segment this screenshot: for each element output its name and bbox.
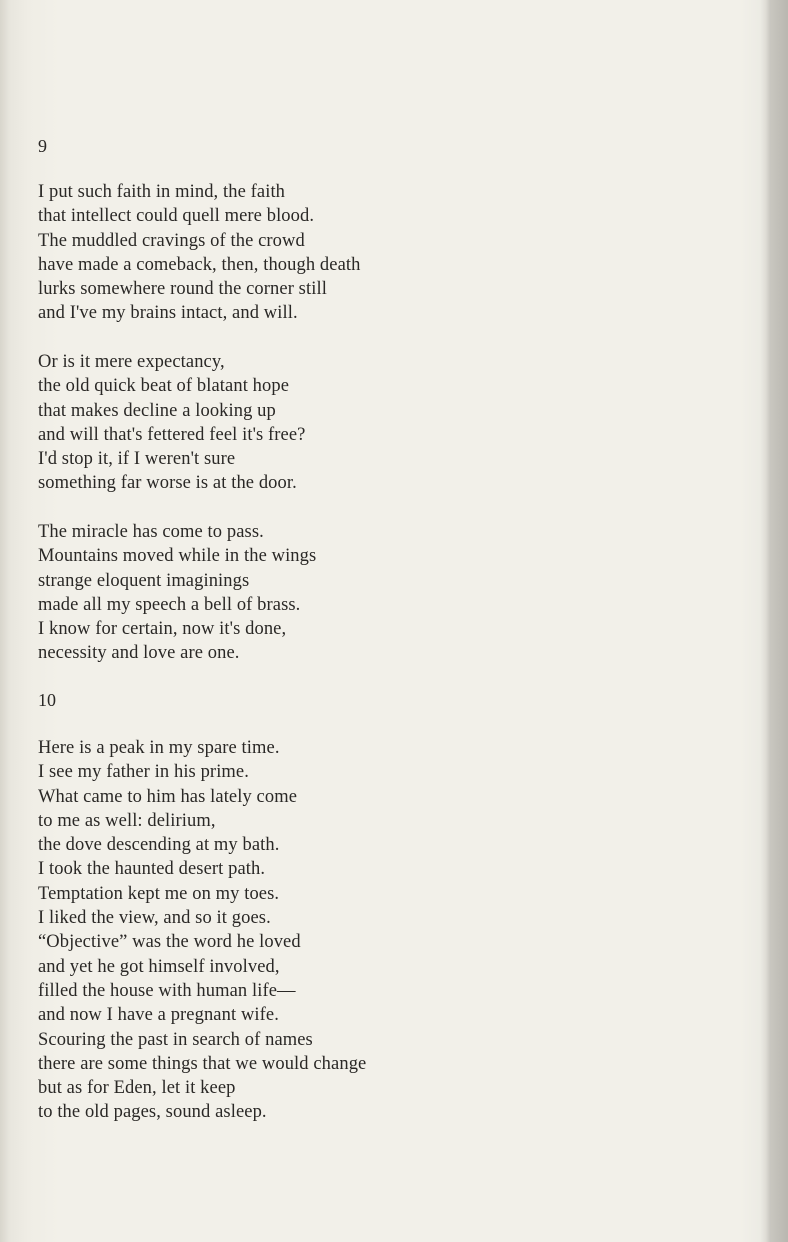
- poem-line: necessity and love are one.: [38, 643, 240, 664]
- poem-line: the dove descending at my bath.: [38, 835, 280, 856]
- poem-line: and yet he got himself involved,: [38, 956, 280, 977]
- poem-line: Here is a peak in my spare time.: [38, 738, 280, 758]
- poem-line: I'd stop it, if I weren't sure: [38, 449, 236, 470]
- poem-line: I liked the view, and so it goes.: [38, 908, 271, 929]
- poem-line: The muddled cravings of the crowd: [38, 230, 305, 251]
- section-number: 10: [38, 690, 56, 710]
- section-number: 9: [38, 136, 47, 156]
- poem-line: and now I have a pregnant wife.: [38, 1005, 279, 1026]
- poem-line: to the old pages, sound asleep.: [38, 1102, 267, 1123]
- poem-stanza: [38, 350, 306, 496]
- poem-line: there are some things that we would change: [38, 1053, 367, 1074]
- poem-line: that intellect could quell mere blood.: [38, 206, 315, 227]
- poem-line: strange eloquent imaginings: [38, 570, 250, 591]
- poem-line: I put such faith in mind, the faith: [38, 182, 286, 202]
- poem-line: have made a comeback, then, though death: [38, 254, 361, 275]
- poem-line: the old quick beat of blatant hope: [38, 376, 290, 397]
- poem-stanza: [38, 520, 316, 666]
- poem-line: I know for certain, now it's done,: [38, 619, 287, 640]
- poem-line: I took the haunted desert path.: [38, 859, 266, 880]
- poem-line: What came to him has lately come: [38, 786, 298, 807]
- poem-line: Or is it mere expectancy,: [38, 352, 225, 372]
- poem-line: I see my father in his prime.: [38, 762, 249, 783]
- poem-line: but as for Eden, let it keep: [38, 1078, 236, 1099]
- poem-line: and will that's fettered feel it's free?: [38, 424, 306, 445]
- poem-line: The miracle has come to pass.: [38, 522, 264, 542]
- poem-line: that makes decline a looking up: [38, 400, 276, 421]
- poem-stanza: [38, 180, 360, 326]
- poem-line: made all my speech a bell of brass.: [38, 594, 301, 615]
- poem-line: Scouring the past in search of names: [38, 1029, 313, 1050]
- poem-line: lurks somewhere round the corner still: [38, 279, 327, 300]
- poem-line: Mountains moved while in the wings: [38, 546, 317, 567]
- poem-line: Temptation kept me on my toes.: [38, 883, 280, 904]
- poem-line: “Objective” was the word he loved: [38, 932, 301, 953]
- poem-line: and I've my brains intact, and will.: [38, 303, 298, 324]
- poem-stanza: [38, 736, 366, 1125]
- poem-line: to me as well: delirium,: [38, 810, 216, 831]
- poem-line: something far worse is at the door.: [38, 473, 297, 494]
- poem-line: filled the house with human life—: [38, 980, 296, 1001]
